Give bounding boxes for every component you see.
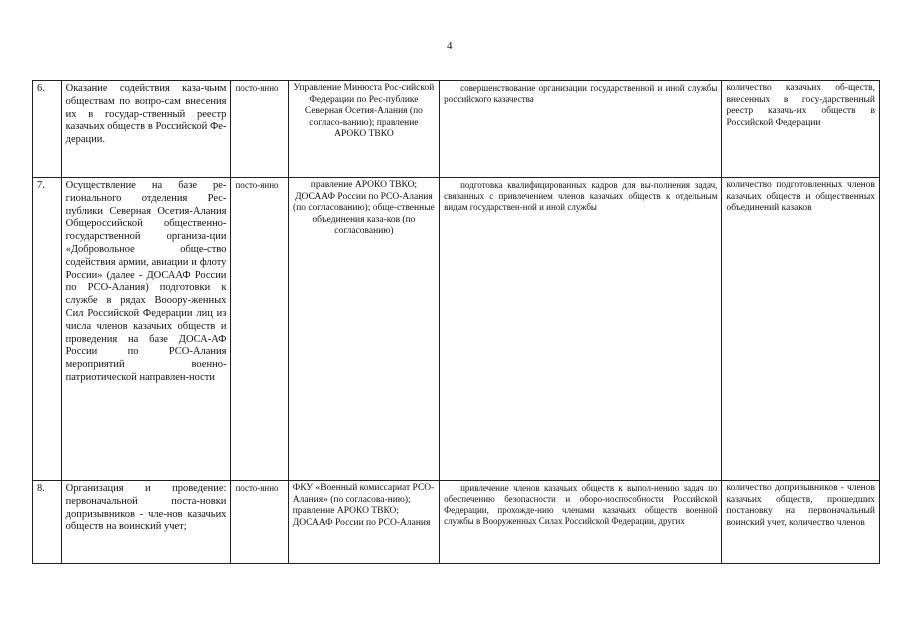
page-number: 4 xyxy=(447,40,453,52)
row-number: 7. xyxy=(33,178,62,481)
event-cell: Оказание содействия каза-чьим обществам по вопро-сам внесения их в государ-ственный реестр казачьих обществ в Российской Фе-дерации. xyxy=(61,81,231,178)
executors-cell: Управление Минюста Рос-сийской Федерации по Рес-публике Северная Осетия-Алания (по согласо-ванию); правление АРОКО ТВКО xyxy=(288,81,439,178)
indicator-cell: количество подготовленных членов казачьих обществ и общественных объединений казаков xyxy=(722,178,880,481)
result-cell: совершенствование организации государственной и иной службы российского казачества xyxy=(440,81,722,178)
table-row xyxy=(33,481,880,564)
table-row xyxy=(33,178,880,481)
event-cell: Осуществление на базе ре-гионального отделения Рес-публики Северная Осетия-Алания Общероссийской общественно-государственной организа-ции «Добровольное обще-ство содействия армии, авиации и флоту России» (далее - ДОСААФ России по РСО-Алания) подготовки к службе в рядах Вооору-женных Сил Российской Федерации лиц из числа членов казачьих обществ и проведения на базе ДОСА-АФ России по РСО-Алания мероприятий военно-патриотической направлен-ности xyxy=(61,178,231,481)
term-cell: посто-янно xyxy=(231,481,288,564)
row-number: 8. xyxy=(33,481,62,564)
executors-cell: ФКУ «Военный комиссариат РСО-Алания» (по согласова-нию); правление АРОКО ТВКО; ДОСААФ России по РСО-Алания xyxy=(288,481,439,564)
result-cell: привлечение членов казачьих обществ к выпол-нению задач по обеспечению безопасности и оборо-носпособности Российской Федерации, прохожде-нию членами казачьих обществ военной службы в Вооруженных Силах Российской Федерации, других xyxy=(440,481,722,564)
indicator-cell: количество допризывников - членов казачьих обществ, прошедших постановку на первоначальный воинский учет, количество членов xyxy=(722,481,880,564)
indicator-cell: количество казачьих об-ществ, внесенных в госу-дарственный реестр казачь-их обществ в Российской Федерации xyxy=(722,81,880,178)
executors-cell: правление АРОКО ТВКО; ДОСААФ России по РСО-Алания (по согласованию); обще-ственные объединения каза-ков (по согласованию) xyxy=(288,178,439,481)
result-cell: подготовка квалифицированных кадров для вы-полнения задач, связанных с привлечением членов казачьих обществ к отдельным видам государствен-ной и иной службы xyxy=(440,178,722,481)
event-cell: Организация и проведение: первоначальной поста-новки допризывников - чле-нов казачьих обществ на воинский учет; xyxy=(61,481,231,564)
row-number: 6. xyxy=(33,81,62,178)
plan-table xyxy=(32,80,880,564)
table-row xyxy=(33,81,880,178)
term-cell: посто-янно xyxy=(231,81,288,178)
term-cell: посто-янно xyxy=(231,178,288,481)
